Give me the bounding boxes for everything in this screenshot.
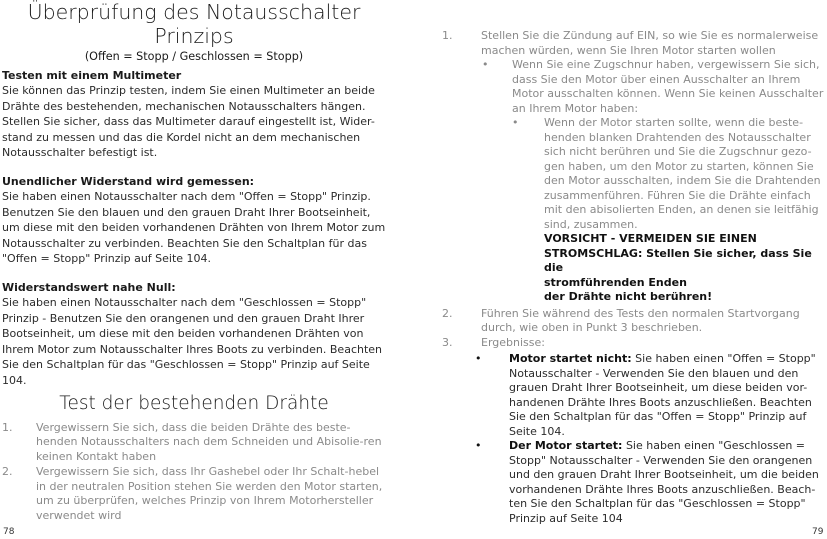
section-heading-infinite-resistance: Unendlicher Widerstand wird gemessen: xyxy=(2,174,255,188)
list-number: 2. xyxy=(2,465,13,478)
page-number-right: 79 xyxy=(812,527,824,537)
section-heading-multimeter: Testen mit einem Multimeter xyxy=(2,69,182,82)
title-line-2: Prinzips xyxy=(154,24,234,48)
list-item xyxy=(442,336,826,351)
left-page xyxy=(2,0,386,523)
bullet-icon: • xyxy=(482,58,489,71)
list-number: 1. xyxy=(442,29,453,42)
warning-line: der Drähte nicht berühren! xyxy=(544,290,713,303)
bullet-icon: • xyxy=(512,116,519,129)
result-label: Motor startet nicht: xyxy=(509,352,632,365)
right-page xyxy=(442,29,826,526)
result-text: Sie haben einen "Offen = Stopp" Notausschalter - Verwenden Sie den blauen und den grauen Draht Ihrer Bootseinheit, um diese beiden vor-handenen Drähte Ihres Boots anzuschließen. Beachten Sie den Schaltplan für das "Offen = Stopp" Prinzip auf Seite 104. xyxy=(509,352,816,438)
sub-list-text: Wenn Sie eine Zugschnur haben, vergewissern Sie sich, dass Sie den Motor über einen Ausschalter an Ihrem Motor ausschalten können. Wenn Sie keinen Ausschalter an Ihrem Motor haben: xyxy=(512,58,824,115)
list-text: Vergewissern Sie sich, dass Ihr Gashebel oder Ihr Schalt-hebel in der neutralen Position stehen Sie werden den Motor starten, um zu überprüfen, welches Prinzip von Ihrem Motorhersteller verwendet wird xyxy=(36,465,383,522)
page-title xyxy=(2,0,386,48)
list-number: 2. xyxy=(442,306,453,320)
list-text: Stellen Sie die Zündung auf EIN, so wie Sie es normalerweise machen würden, wenn Sie Ihren Motor starten wollen xyxy=(481,29,819,57)
result-item xyxy=(442,352,826,439)
list-text: Vergewissern Sie sich, dass die beiden Drähte des beste-henden Notausschalters nach dem Schneiden und Abisolie-ren keinen Kontakt haben xyxy=(36,420,382,463)
warning-line: STROMSCHLAG: Stellen Sie sicher, dass Sie die xyxy=(544,246,812,274)
section-heading-zero-resistance: Widerstandswert nahe Null: xyxy=(2,280,176,294)
subtitle: (Offen = Stopp / Geschlossen = Stopp) xyxy=(84,50,304,63)
list-number: 3. xyxy=(442,335,453,349)
list-text: Führen Sie während des Tests den normalen Startvorgang durch, wie oben in Punkt 3 beschrieben. xyxy=(481,306,800,334)
sub-sub-list-text: Wenn der Motor starten sollte, wenn die beste-henden blanken Drahtenden des Notausschalter sich nicht berühren und Sie die Zugschnur gezo-gen haben, um den Motor zu starten, können Sie den Motor ausschalten, indem Sie die Drahtenden zusammenführen. Führen Sie die Drähte einfach mit den abisolierten Enden, an denen sie leitfähig sind, zusammen. xyxy=(544,116,821,231)
sub-sub-list-item xyxy=(442,116,826,232)
list-item xyxy=(442,307,826,336)
result-item xyxy=(442,439,826,526)
section-title-wire-test: Test der bestehenden Drähte xyxy=(59,392,329,414)
bullet-icon: • xyxy=(475,352,482,365)
section-text-zero-resistance: Sie haben einen Notausschalter nach dem "Geschlossen = Stopp" Prinzip - Benutzen Sie den orangenen und den grauen Draht Ihrer Bootseinheit, um diese mit den beiden vorhandenen Drähten von Ihrem Motor zum Notausschalter Ihres Boots zu verbinden. Beachten Sie den Schaltplan für das "Geschlossen = Stopp" Prinzip auf Seite 104. xyxy=(2,295,383,387)
list-item xyxy=(2,465,386,523)
warning-line: stromführenden Enden xyxy=(544,275,687,289)
result-text: Sie haben einen "Geschlossen = Stopp" Notausschalter - Verwenden Sie den orangenen und den grauen Draht Ihrer Bootseinheit, um die beiden vorhandenen Drähte Ihres Boots anzuschließen. Beach-ten Sie den Schaltplan für das "Geschlossen = Stopp" Prinzip auf Seite 104 xyxy=(509,439,819,525)
list-item xyxy=(442,29,826,58)
section-text-multimeter: Sie können das Prinzip testen, indem Sie einen Multimeter an beide Drähte des bestehenden, mechanischen Notausschalters hängen. Stellen Sie sicher, dass das Multimeter darauf eingestellt ist, Wider-stand zu messen und das die Kordel nicht an dem mechanischen Notausschalter befestigt ist. xyxy=(2,84,375,160)
warning-line: VORSICHT - VERMEIDEN SIE EINEN xyxy=(544,232,757,245)
page-number-left: 78 xyxy=(3,527,15,537)
sub-list-item xyxy=(442,58,826,116)
list-number: 1. xyxy=(2,420,13,434)
section-text-infinite-resistance: Sie haben einen Notausschalter nach dem "Offen = Stopp" Prinzip. Benutzen Sie den blauen und den grauen Draht Ihrer Bootseinheit, um diese mit den beiden vorhandenen Drähten von Ihrem Motor zum Notausschalter zu verbinden. Beachten Sie den Schaltplan für das "Offen = Stopp" Prinzip auf Seite 104. xyxy=(2,189,386,266)
result-label: Der Motor startet: xyxy=(509,439,623,452)
warning-notice xyxy=(442,232,826,305)
list-item xyxy=(2,421,386,465)
title-line-1: Überprüfung des Notausschalter xyxy=(27,0,361,24)
list-text: Ergebnisse: xyxy=(481,335,545,349)
bullet-icon: • xyxy=(475,439,482,452)
